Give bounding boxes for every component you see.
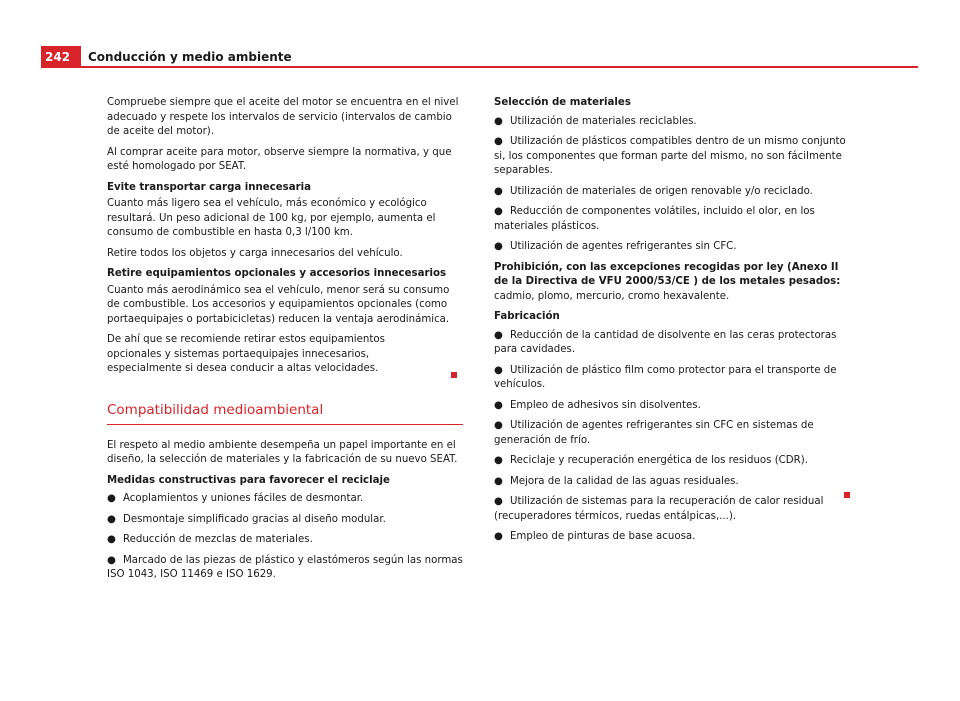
bullet-icon: ● xyxy=(494,206,503,217)
paragraph: Cuanto más aerodinámico sea el vehículo, menor será su consumo de combustible. Los accesorios y equipamientos opcionales (como portaequipajes o portabicicletas) reducen la ventaja aerodinámica. xyxy=(107,284,450,325)
list-item: ● Utilización de plásticos compatibles dentro de un mismo conjunto si, los componentes que forman parte del mismo, no son fácilmente separables. xyxy=(494,136,846,176)
list-item: ● Empleo de adhesivos sin disolventes. xyxy=(494,399,852,414)
list-item: ● Reducción de mezclas de materiales. xyxy=(107,533,463,548)
section-end-mark xyxy=(451,372,457,378)
page-number: 242 xyxy=(41,46,81,68)
bullet-icon: ● xyxy=(494,475,503,487)
bullet-icon: ● xyxy=(494,329,503,341)
paragraph: Compruebe siempre que el aceite del motor se encuentra en el nivel adecuado y respete los intervalos de servicio (intervalos de cambio de aceite del motor). xyxy=(107,97,459,137)
paragraph-text: cadmio, plomo, mercurio, cromo hexavalente. xyxy=(494,290,730,302)
list-item: ● Acoplamientos y uniones fáciles de desmontar. xyxy=(107,492,463,507)
list-item: ● Utilización de agentes refrigerantes sin CFC en sistemas de generación de frío. xyxy=(494,420,814,446)
right-column xyxy=(494,96,852,551)
list-item: ● Utilización de agentes refrigerantes sin CFC. xyxy=(494,240,852,255)
subheading: Selección de materiales xyxy=(494,97,631,108)
bullet-icon: ● xyxy=(494,420,503,431)
subheading: Evite transportar carga innecesaria xyxy=(107,181,311,193)
list-item: ● Marcado de las piezas de plástico y elastómeros según las normas ISO 1043, ISO 11469 e ISO 1629. xyxy=(107,554,463,580)
paragraph: Al comprar aceite para motor, observe siempre la normativa, y que esté homologado por SEAT. xyxy=(107,146,452,172)
paragraph xyxy=(494,261,852,305)
subheading: Medidas constructivas para favorecer el reciclaje xyxy=(107,474,390,486)
bullet-icon: ● xyxy=(107,554,116,566)
subheading: Retire equipamientos opcionales y accesorios innecesarios xyxy=(107,268,447,279)
paragraph: Cuanto más ligero sea el vehículo, más económico y ecológico resultará. Un peso adicional de 100 kg, por ejemplo, aumenta el consumo de combustible en hasta 0,3 l/100 km. xyxy=(107,198,436,238)
bullet-icon: ● xyxy=(107,534,116,545)
list-item: ● Reducción de la cantidad de disolvente en las ceras protectoras para cavidades. xyxy=(494,329,837,355)
section-end-mark xyxy=(844,492,850,498)
bullet-icon: ● xyxy=(494,185,503,197)
bullet-icon: ● xyxy=(107,513,116,525)
bullet-icon: ● xyxy=(494,399,503,411)
bullet-icon: ● xyxy=(494,364,503,376)
subheading: Fabricación xyxy=(494,311,560,322)
bullet-icon: ● xyxy=(107,493,116,504)
list-item: ● Utilización de materiales reciclables. xyxy=(494,115,852,130)
paragraph: De ahí que se recomiende retirar estos equipamientos opcionales y sistemas portaequipajes innecesarios, especialmente si desea conducir a altas velocidades. xyxy=(107,334,385,374)
section-title: Compatibilidad medioambiental xyxy=(107,401,463,425)
bullet-icon: ● xyxy=(494,136,503,147)
list-item: ● Reducción de componentes volátiles, incluido el olor, en los materiales plásticos. xyxy=(494,206,815,232)
header-rule xyxy=(81,66,918,68)
list-item: ● Utilización de sistemas para la recuperación de calor residual (recuperadores térmicos, ruedas entálpicas,...). xyxy=(494,496,824,522)
paragraph: Retire todos los objetos y carga innecesarios del vehículo. xyxy=(107,247,403,259)
page-header xyxy=(41,46,918,68)
list-item: ● Desmontaje simplificado gracias al diseño modular. xyxy=(107,513,463,528)
bullet-icon: ● xyxy=(494,496,503,507)
chapter-title: Conducción y medio ambiente xyxy=(88,50,292,64)
list-item: ● Empleo de pinturas de base acuosa. xyxy=(494,530,852,545)
bullet-icon: ● xyxy=(494,531,503,542)
left-column xyxy=(107,96,463,589)
paragraph: El respeto al medio ambiente desempeña un papel importante en el diseño, la selección de materiales y la fabricación de su nuevo SEAT. xyxy=(107,439,458,465)
list-item: ● Utilización de materiales de origen renovable y/o reciclado. xyxy=(494,185,852,200)
list-item: ● Utilización de plástico film como protector para el transporte de vehículos. xyxy=(494,364,837,390)
subheading: Prohibición, con las excepciones recogidas por ley (Anexo II de la Directiva de VFU 2000/53/CE ) de los metales pesados: xyxy=(494,261,841,287)
bullet-icon: ● xyxy=(494,241,503,252)
bullet-icon: ● xyxy=(494,115,503,127)
bullet-icon: ● xyxy=(494,455,503,466)
list-item: ● Reciclaje y recuperación energética de los residuos (CDR). xyxy=(494,454,852,469)
list-item: ● Mejora de la calidad de las aguas residuales. xyxy=(494,475,852,490)
